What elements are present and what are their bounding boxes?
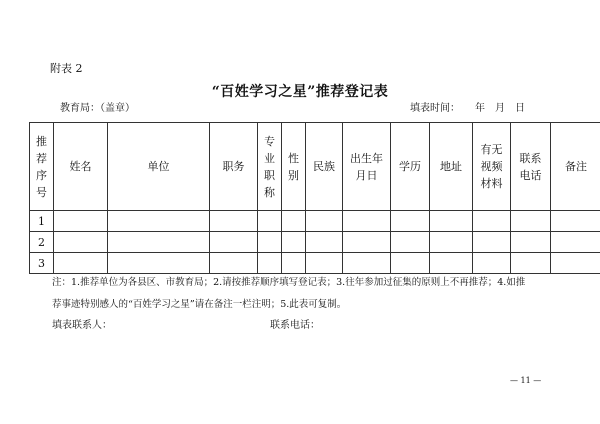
- header-birth: [343, 123, 391, 211]
- header-ethnicity-text: 民族: [313, 160, 335, 173]
- cell-title[interactable]: [258, 232, 282, 253]
- header-education-text: 学历: [399, 160, 421, 173]
- cell-phone[interactable]: [511, 232, 551, 253]
- header-seq: [30, 123, 54, 211]
- cell-name[interactable]: [54, 211, 108, 232]
- registration-table: [29, 122, 600, 274]
- header-education: [391, 123, 430, 211]
- header-seq-text: 推荐序号: [36, 134, 47, 199]
- table-row: [30, 232, 600, 253]
- cell-video[interactable]: [473, 232, 511, 253]
- header-title-text: 专业职称: [264, 134, 275, 199]
- header-ethnicity: [306, 123, 343, 211]
- header-phone: [511, 123, 551, 211]
- cell-remarks[interactable]: [551, 232, 600, 253]
- cell-title[interactable]: [258, 211, 282, 232]
- header-video: [473, 123, 511, 211]
- cell-name[interactable]: [54, 232, 108, 253]
- header-row: [30, 123, 600, 211]
- header-birth-text: 出生年月日: [350, 151, 383, 182]
- header-gender-text: 性别: [288, 151, 299, 182]
- fill-date-label: 填表时间： 年 月 日: [410, 103, 525, 114]
- cell-unit[interactable]: [108, 211, 210, 232]
- cell-address[interactable]: [430, 232, 473, 253]
- cell-unit[interactable]: [108, 232, 210, 253]
- header-name-text: 姓名: [69, 160, 92, 173]
- notes: [52, 271, 562, 315]
- attachment-label: 附表 2: [50, 62, 83, 75]
- header-unit: [108, 123, 210, 211]
- notes-line-1: 注：1.推荐单位为各县区、市教育局；2.请按推荐顺序填写登记表；3.往年参加过征集的原则上不再推荐；4.如推: [52, 277, 526, 288]
- row-seq: 1: [30, 211, 54, 232]
- header-position: [210, 123, 258, 211]
- form-title: “百姓学习之星”推荐登记表: [211, 84, 389, 100]
- cell-ethnicity[interactable]: [306, 211, 343, 232]
- header-address: [430, 123, 473, 211]
- header-title: [258, 123, 282, 211]
- header-phone-text: 联系电话: [519, 151, 542, 182]
- cell-position[interactable]: [210, 232, 258, 253]
- header-unit-text: 单位: [147, 160, 170, 173]
- cell-remarks[interactable]: [551, 211, 600, 232]
- notes-line-2: 荐事迹特别感人的“百姓学习之星”请在备注一栏注明；5.此表可复制。: [52, 299, 347, 310]
- cell-address[interactable]: [430, 211, 473, 232]
- contact-person-label: 填表联系人：: [52, 320, 112, 331]
- bureau-seal-label: 教育局：（盖章）: [60, 103, 135, 114]
- row-seq: 2: [30, 232, 54, 253]
- header-name: [54, 123, 108, 211]
- header-gender: [282, 123, 306, 211]
- header-remarks: [551, 123, 600, 211]
- cell-birth[interactable]: [343, 211, 391, 232]
- cell-gender[interactable]: [282, 232, 306, 253]
- header-video-text: 有无视频材料: [480, 143, 503, 190]
- cell-position[interactable]: [210, 211, 258, 232]
- header-address-text: 地址: [440, 160, 462, 173]
- cell-phone[interactable]: [511, 211, 551, 232]
- cell-education[interactable]: [391, 211, 430, 232]
- table-row: [30, 211, 600, 232]
- cell-gender[interactable]: [282, 211, 306, 232]
- cell-ethnicity[interactable]: [306, 232, 343, 253]
- cell-birth[interactable]: [343, 232, 391, 253]
- page-number: — 11 —: [510, 376, 542, 385]
- contact-phone-label: 联系电话：: [270, 320, 320, 331]
- header-remarks-text: 备注: [565, 160, 587, 173]
- row-seq: 3: [30, 253, 54, 274]
- header-position-text: 职务: [222, 160, 245, 173]
- cell-video[interactable]: [473, 211, 511, 232]
- cell-education[interactable]: [391, 232, 430, 253]
